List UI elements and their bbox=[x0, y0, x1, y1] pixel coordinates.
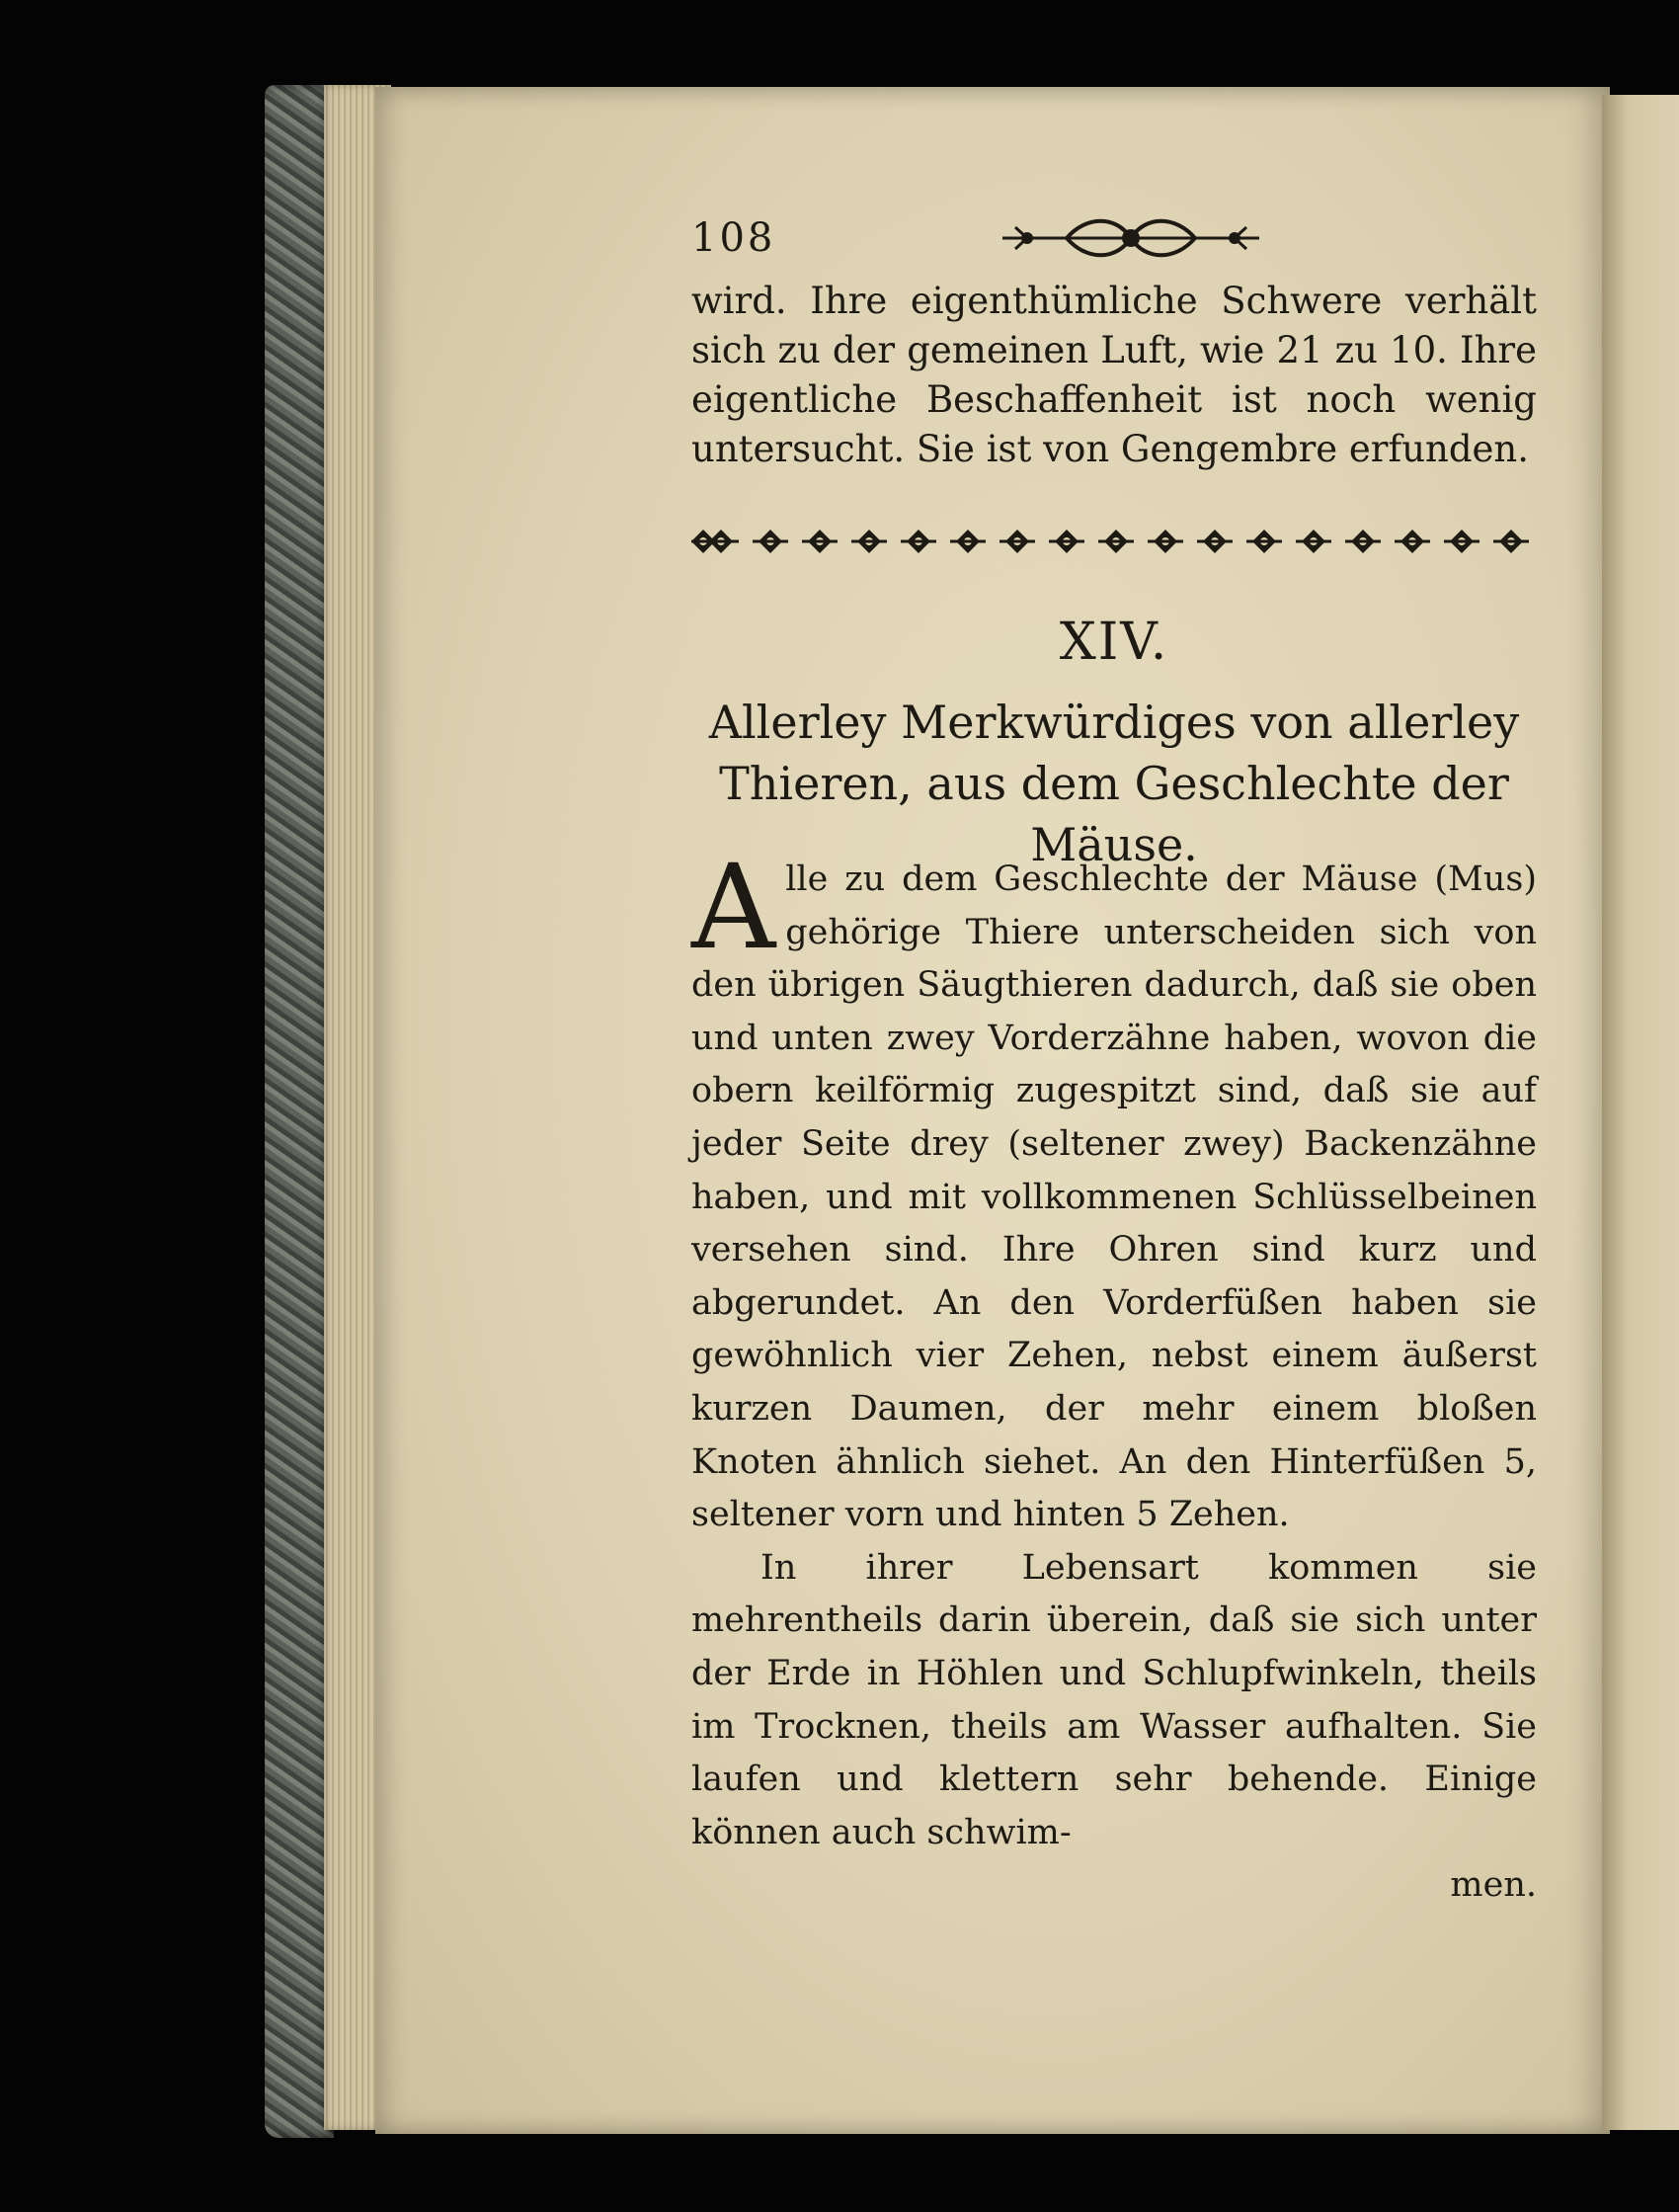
header-ornament-icon bbox=[998, 211, 1264, 265]
paragraph-1-text: lle zu dem Geschlechte der Mäuse (Mus) gehörige Thiere unterscheiden sich von den übrigen Säugthieren dadurch, daß sie oben und unten zwey Vorderzähne haben, wovon die obern keilförmig zugespitzt sind, daß sie auf jeder Seite drey (seltener zwey) Backenzähne haben, und mit vollkommenen Schlüsselbeinen versehen sind. Ihre Ohren sind kurz und abgerundet. An den Vorderfüßen haben sie gewöhnlich vier Zehen, nebst einem äußerst kurzen Daumen, der mehr einem bloßen Knoten ähnlich siehet. An den Hinterfüßen 5, seltener vorn und hinten 5 Zehen. bbox=[691, 860, 1537, 1535]
page-number: 108 bbox=[691, 215, 776, 261]
chapter-title: Allerley Merkwürdiges von allerley Thieren, aus dem Geschlechte der Mäuse. bbox=[708, 696, 1520, 871]
page-header bbox=[691, 198, 1537, 277]
drop-cap: A bbox=[691, 839, 776, 975]
intro-paragraph: wird. Ihre eigenthümliche Schwere verhält sich zu der gemeinen Luft, wie 21 zu 10. Ihre eigentliche Beschaffenheit ist noch wenig untersucht. Sie ist von Gengembre erfunden. bbox=[691, 280, 1537, 470]
page-content bbox=[691, 198, 1537, 1913]
body-text bbox=[691, 839, 1537, 1913]
ornamental-divider bbox=[691, 514, 1537, 569]
next-page-edge bbox=[1602, 95, 1679, 2130]
catchword: men. bbox=[1450, 1865, 1537, 1906]
chapter-number: XIV. bbox=[1059, 613, 1169, 672]
paragraph-2: In ihrer Lebensart kommen sie mehrentheils darin überein, daß sie sich unter der Erde in Höhlen und Schlupfwinkeln, theils im Trocknen, theils am Wasser aufhalten. Sie laufen und klettern sehr behende. Einige können auch schwim- bbox=[691, 1547, 1537, 1852]
paragraph-1 bbox=[691, 839, 1537, 1542]
